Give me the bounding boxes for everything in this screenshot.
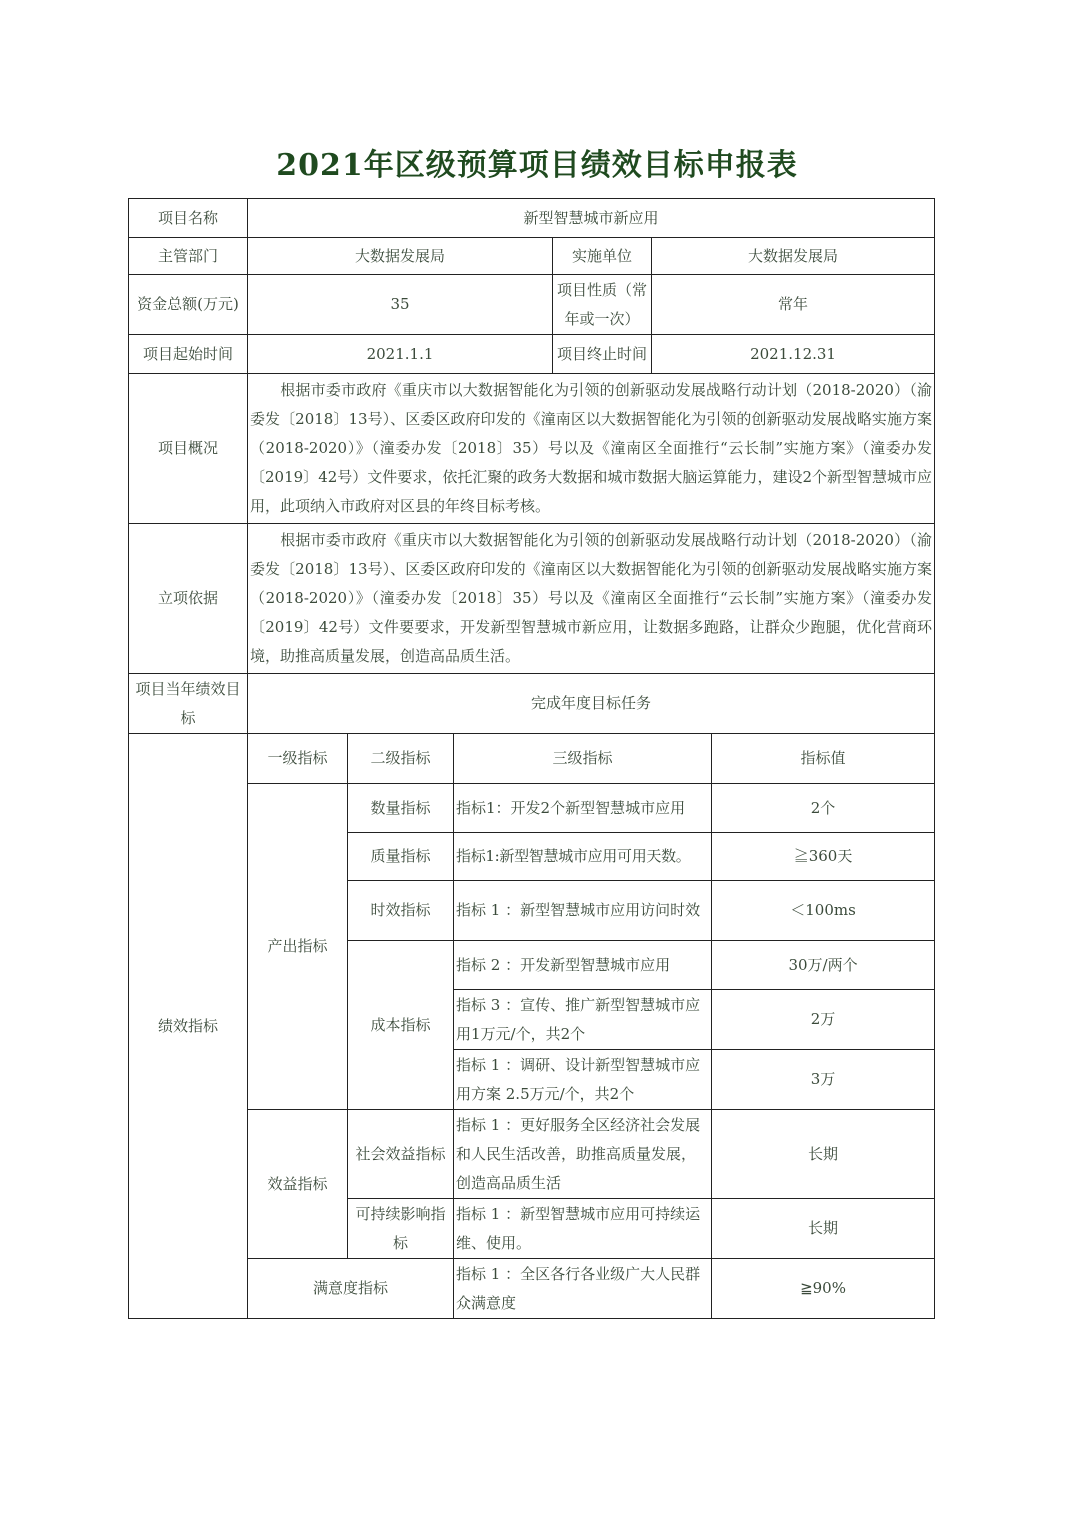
indicator-text: 指标 1 ：全区各行各业级广大人民群众满意度 (454, 1259, 712, 1319)
start-label: 项目起始时间 (129, 335, 248, 374)
group-output: 产出指标 (248, 784, 348, 1110)
dept-value: 大数据发展局 (248, 238, 553, 275)
impl-label: 实施单位 (553, 238, 652, 275)
indicator-text: 指标 1 ：新型智慧城市应用可持续运维、使用。 (454, 1199, 712, 1259)
document-title: 2021年区级预算项目绩效目标申报表 (276, 148, 798, 183)
project-name-label: 项目名称 (129, 199, 248, 238)
indicator-value: 30万/两个 (712, 941, 935, 990)
row-indicator-headers (129, 734, 935, 784)
indicator-value: 长期 (712, 1110, 935, 1199)
table-row (129, 784, 935, 833)
indicator-text: 指标 1 ：新型智慧城市应用访问时效 (454, 881, 712, 941)
header-level2: 二级指标 (348, 734, 454, 784)
overview-text (248, 374, 935, 524)
sub-cost: 成本指标 (348, 941, 454, 1110)
goal-value: 完成年度目标任务 (248, 674, 935, 734)
indicator-text: 指标1：开发2个新型智慧城市应用 (454, 784, 712, 833)
table-row (129, 1259, 935, 1319)
group-benefit: 效益指标 (248, 1110, 348, 1259)
start-value: 2021.1.1 (248, 335, 553, 374)
indicator-text: 指标 1 ：调研、设计新型智慧城市应用方案 2.5万元/个，共2个 (454, 1050, 712, 1110)
indicator-value: 长期 (712, 1199, 935, 1259)
row-project-name (129, 199, 935, 238)
goal-label: 项目当年绩效目标 (129, 674, 248, 734)
group-satisfaction: 满意度指标 (248, 1259, 454, 1319)
basis-label: 立项依据 (129, 524, 248, 674)
budget-performance-table (128, 198, 935, 1319)
sub-sustain: 可持续影响指标 (348, 1199, 454, 1259)
fund-value: 35 (248, 275, 553, 335)
indicator-value: 2万 (712, 990, 935, 1050)
header-value: 指标值 (712, 734, 935, 784)
nature-label: 项目性质（常年或一次） (553, 275, 652, 335)
dept-label: 主管部门 (129, 238, 248, 275)
basis-paragraph: 根据市委市政府《重庆市以大数据智能化为引领的创新驱动发展战略行动计划（2018-2020）（渝委发〔2018〕13号）、区委区政府印发的《潼南区以大数据智能化为引领的创新驱动发展战略实施方案（2018-2020）》（潼委办发〔2018〕35）号以及《潼南区全面推行“云长制”实施方案》（潼委办发〔2019〕42号）文件要要求，开发新型智慧城市新应用，让数据多跑路，让群众少跑腿，优化营商环境，助推高质量发展，创造高品质生活。 (250, 531, 933, 665)
indicator-value: ≧360天 (712, 833, 935, 881)
header-level1: 一级指标 (248, 734, 348, 784)
fund-label: 资金总额(万元) (129, 275, 248, 335)
sub-quantity: 数量指标 (348, 784, 454, 833)
row-basis (129, 524, 935, 674)
basis-text (248, 524, 935, 674)
row-fund (129, 275, 935, 335)
row-dates (129, 335, 935, 374)
sub-quality: 质量指标 (348, 833, 454, 881)
header-level3: 三级指标 (454, 734, 712, 784)
impl-value: 大数据发展局 (652, 238, 935, 275)
indicator-value: 2个 (712, 784, 935, 833)
row-overview (129, 374, 935, 524)
indicator-text: 指标 2 ：开发新型智慧城市应用 (454, 941, 712, 990)
row-department (129, 238, 935, 275)
indicator-value: 3万 (712, 1050, 935, 1110)
sub-social: 社会效益指标 (348, 1110, 454, 1199)
nature-value: 常年 (652, 275, 935, 335)
indicator-text: 指标1:新型智慧城市应用可用天数。 (454, 833, 712, 881)
indicator-text: 指标 3 ：宣传、推广新型智慧城市应用1万元/个，共2个 (454, 990, 712, 1050)
sub-timeliness: 时效指标 (348, 881, 454, 941)
end-label: 项目终止时间 (553, 335, 652, 374)
project-name-value: 新型智慧城市新应用 (248, 199, 935, 238)
indicator-value: ≧90% (712, 1259, 935, 1319)
overview-label: 项目概况 (129, 374, 248, 524)
table-row (129, 1110, 935, 1199)
indicator-value: ＜100ms (712, 881, 935, 941)
row-goal (129, 674, 935, 734)
overview-paragraph: 根据市委市政府《重庆市以大数据智能化为引领的创新驱动发展战略行动计划（2018-2020）（渝委发〔2018〕13号）、区委区政府印发的《潼南区以大数据智能化为引领的创新驱动发展战略实施方案（2018-2020）》（潼委办发〔2018〕35）号以及《潼南区全面推行“云长制”实施方案》（潼委办发〔2019〕42号）文件要求，依托汇聚的政务大数据和城市数据大脑运算能力，建设2个新型智慧城市应用，此项纳入市政府对区县的年终目标考核。 (250, 381, 933, 515)
indicator-text: 指标 1 ：更好服务全区经济社会发展和人民生活改善，助推高质量发展，创造高品质生活 (454, 1110, 712, 1199)
end-value: 2021.12.31 (652, 335, 935, 374)
perf-label: 绩效指标 (129, 734, 248, 1319)
